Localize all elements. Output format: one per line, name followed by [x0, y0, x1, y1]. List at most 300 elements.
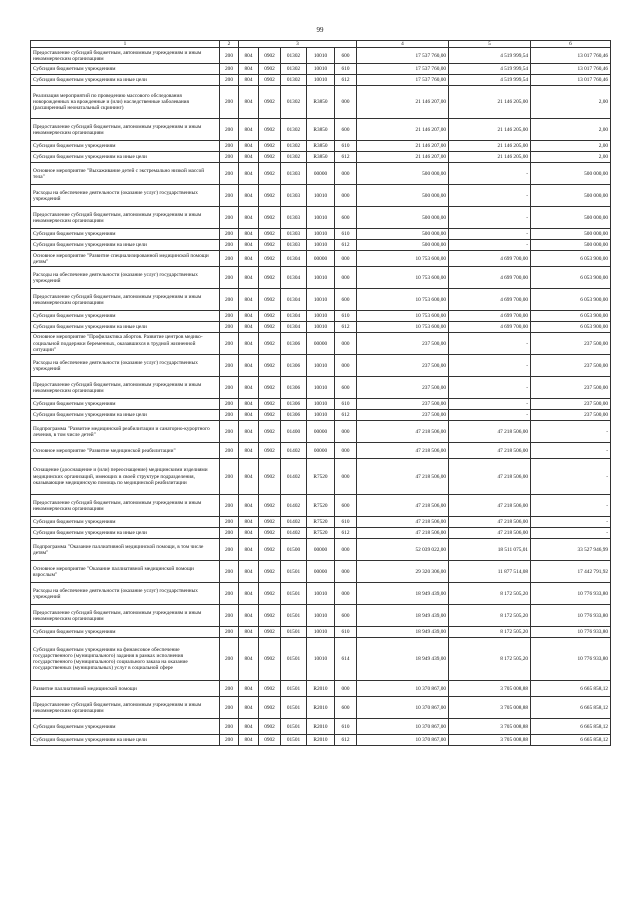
code-cell: 000: [335, 185, 357, 207]
amount-cell: 237 500,00: [531, 377, 611, 399]
code-cell: 01304: [281, 311, 307, 322]
code-cell: 01302: [281, 64, 307, 75]
table-row: [31, 75, 611, 86]
amount-cell: 47 218 506,00: [449, 443, 531, 459]
code-cell: 000: [335, 355, 357, 377]
code-cell: 0902: [259, 517, 281, 528]
code-cell: 0902: [259, 289, 281, 311]
amount-cell: 4 519 999,54: [449, 64, 531, 75]
code-cell: 200: [220, 355, 239, 377]
budget-table: [30, 40, 611, 746]
code-cell: 200: [220, 627, 239, 638]
table-row: [31, 163, 611, 185]
row-name-cell: Предоставление субсидий бюджетным, автономным учреждениям и иным некоммерческим организациям: [31, 495, 220, 517]
amount-cell: 3 705 008,88: [449, 697, 531, 719]
code-cell: 01304: [281, 322, 307, 333]
code-cell: 0902: [259, 207, 281, 229]
amount-cell: 500 000,00: [531, 185, 611, 207]
code-cell: 000: [335, 421, 357, 443]
code-cell: 804: [239, 399, 259, 410]
row-name-cell: Субсидии бюджетным учреждениям на иные цели: [31, 528, 220, 539]
table-row: [31, 421, 611, 443]
code-cell: 804: [239, 75, 259, 86]
code-cell: 01306: [281, 377, 307, 399]
code-cell: 01501: [281, 627, 307, 638]
amount-cell: 8 172 505,20: [449, 638, 531, 681]
amount-cell: 237 500,00: [357, 399, 449, 410]
code-cell: 610: [335, 517, 357, 528]
table-row: [31, 289, 611, 311]
table-row: [31, 152, 611, 163]
amount-cell: 237 500,00: [531, 355, 611, 377]
amount-cell: 47 218 506,00: [449, 528, 531, 539]
code-cell: 614: [335, 638, 357, 681]
row-name-cell: Основное мероприятие "Профилактика абортов. Развитие центров медико-социальной поддержки беременных, оказавшихся в трудной жизненной ситуации": [31, 333, 220, 355]
code-cell: 804: [239, 311, 259, 322]
code-cell: 200: [220, 185, 239, 207]
amount-cell: -: [449, 333, 531, 355]
code-cell: 612: [335, 75, 357, 86]
row-name-cell: Основное мероприятие "Оказание паллиативной медицинской помощи взрослым": [31, 561, 220, 583]
code-cell: 01303: [281, 240, 307, 251]
code-cell: 804: [239, 48, 259, 64]
table-row: [31, 377, 611, 399]
code-cell: 200: [220, 267, 239, 289]
amount-cell: 10 753 600,00: [357, 322, 449, 333]
code-cell: 01402: [281, 517, 307, 528]
code-cell: 000: [335, 459, 357, 495]
code-cell: 10010: [307, 583, 335, 605]
code-cell: 804: [239, 681, 259, 697]
code-cell: 000: [335, 583, 357, 605]
row-name-cell: Субсидии бюджетным учреждениям: [31, 64, 220, 75]
code-cell: 600: [335, 697, 357, 719]
code-cell: 200: [220, 605, 239, 627]
code-cell: 01500: [281, 539, 307, 561]
code-cell: 0902: [259, 399, 281, 410]
amount-cell: 237 500,00: [357, 377, 449, 399]
table-row: [31, 322, 611, 333]
code-cell: 0902: [259, 528, 281, 539]
code-cell: 0902: [259, 267, 281, 289]
amount-cell: 18 949 439,00: [357, 638, 449, 681]
code-cell: 000: [335, 267, 357, 289]
table-row: [31, 528, 611, 539]
code-cell: 0902: [259, 443, 281, 459]
amount-cell: 4 699 700,00: [449, 289, 531, 311]
table-row: [31, 333, 611, 355]
amount-cell: 47 218 506,00: [357, 443, 449, 459]
code-cell: 0902: [259, 583, 281, 605]
code-cell: 200: [220, 251, 239, 267]
row-name-cell: Субсидии бюджетным учреждениям на иные цели: [31, 322, 220, 333]
code-cell: 10010: [307, 399, 335, 410]
row-name-cell: Предоставление субсидий бюджетным, автономным учреждениям и иным некоммерческим организациям: [31, 207, 220, 229]
amount-cell: 47 218 506,00: [449, 421, 531, 443]
code-cell: 01501: [281, 735, 307, 746]
code-cell: 804: [239, 410, 259, 421]
amount-cell: 10 776 933,80: [531, 583, 611, 605]
code-cell: 200: [220, 583, 239, 605]
table-row: [31, 638, 611, 681]
amount-cell: 47 218 506,00: [357, 495, 449, 517]
code-cell: 10010: [307, 311, 335, 322]
code-cell: 01304: [281, 251, 307, 267]
code-cell: 10010: [307, 377, 335, 399]
amount-cell: 500 000,00: [531, 207, 611, 229]
amount-cell: 17 442 791,92: [531, 561, 611, 583]
amount-cell: 6 665 858,12: [531, 735, 611, 746]
amount-cell: 6 053 900,00: [531, 251, 611, 267]
table-row: [31, 399, 611, 410]
code-cell: 804: [239, 267, 259, 289]
code-cell: 610: [335, 229, 357, 240]
table-row: [31, 410, 611, 421]
code-cell: 804: [239, 152, 259, 163]
code-cell: 804: [239, 64, 259, 75]
code-cell: 10010: [307, 229, 335, 240]
table-row: [31, 119, 611, 141]
code-cell: 0902: [259, 240, 281, 251]
code-cell: 10010: [307, 322, 335, 333]
code-cell: 610: [335, 719, 357, 735]
code-cell: 0902: [259, 377, 281, 399]
code-cell: 200: [220, 207, 239, 229]
code-cell: R3850: [307, 152, 335, 163]
code-cell: 0902: [259, 163, 281, 185]
code-cell: 804: [239, 163, 259, 185]
header-cell: 6: [531, 41, 611, 48]
code-cell: 01306: [281, 399, 307, 410]
amount-cell: 47 218 506,00: [449, 495, 531, 517]
amount-cell: 237 500,00: [531, 410, 611, 421]
code-cell: 804: [239, 119, 259, 141]
table-row: [31, 605, 611, 627]
code-cell: 600: [335, 119, 357, 141]
code-cell: 0902: [259, 539, 281, 561]
amount-cell: 500 000,00: [531, 229, 611, 240]
code-cell: 804: [239, 377, 259, 399]
amount-cell: 13 017 760,46: [531, 75, 611, 86]
amount-cell: -: [449, 410, 531, 421]
code-cell: 612: [335, 240, 357, 251]
amount-cell: 237 500,00: [531, 333, 611, 355]
amount-cell: 2,00: [531, 119, 611, 141]
code-cell: 01501: [281, 561, 307, 583]
amount-cell: 8 172 505,20: [449, 583, 531, 605]
code-cell: 804: [239, 443, 259, 459]
code-cell: 804: [239, 517, 259, 528]
amount-cell: 237 500,00: [357, 333, 449, 355]
amount-cell: 21 146 207,00: [357, 86, 449, 119]
row-name-cell: Расходы на обеспечение деятельности (оказание услуг) государственных учреждений: [31, 355, 220, 377]
table-row: [31, 311, 611, 322]
row-name-cell: Подпрограмма "Оказание паллиативной медицинской помощи, в том числе детям": [31, 539, 220, 561]
amount-cell: 18 949 439,00: [357, 605, 449, 627]
code-cell: 0902: [259, 322, 281, 333]
code-cell: 200: [220, 229, 239, 240]
code-cell: 01501: [281, 638, 307, 681]
code-cell: R3850: [307, 119, 335, 141]
amount-cell: 237 500,00: [531, 399, 611, 410]
code-cell: 612: [335, 322, 357, 333]
amount-cell: 47 218 506,00: [357, 459, 449, 495]
header-cell: 3: [239, 41, 357, 48]
code-cell: 0902: [259, 627, 281, 638]
code-cell: 000: [335, 163, 357, 185]
code-cell: 000: [335, 86, 357, 119]
amount-cell: 47 218 506,00: [357, 528, 449, 539]
code-cell: 612: [335, 152, 357, 163]
amount-cell: 17 537 760,00: [357, 64, 449, 75]
code-cell: 01501: [281, 605, 307, 627]
code-cell: 804: [239, 627, 259, 638]
row-name-cell: Реализация мероприятий по проведению массового обследования новорожденных на врожденные и (или) наследственные заболевания (расширенный неонатальный скрининг): [31, 86, 220, 119]
header-row: [31, 41, 611, 48]
code-cell: 0902: [259, 141, 281, 152]
amount-cell: 4 699 700,00: [449, 311, 531, 322]
amount-cell: 10 753 600,00: [357, 289, 449, 311]
amount-cell: 10 776 933,80: [531, 627, 611, 638]
amount-cell: 4 699 700,00: [449, 322, 531, 333]
code-cell: 612: [335, 528, 357, 539]
row-name-cell: Предоставление субсидий бюджетным, автономным учреждениям и иным некоммерческим организациям: [31, 697, 220, 719]
table-row: [31, 735, 611, 746]
table-row: [31, 495, 611, 517]
amount-cell: 10 776 933,80: [531, 605, 611, 627]
amount-cell: 29 320 306,00: [357, 561, 449, 583]
code-cell: 10010: [307, 267, 335, 289]
code-cell: 0902: [259, 185, 281, 207]
code-cell: 804: [239, 638, 259, 681]
code-cell: 200: [220, 289, 239, 311]
row-name-cell: Расходы на обеспечение деятельности (оказание услуг) государственных учреждений: [31, 267, 220, 289]
code-cell: 0902: [259, 86, 281, 119]
amount-cell: 10 753 600,00: [357, 311, 449, 322]
code-cell: 10010: [307, 638, 335, 681]
code-cell: 600: [335, 289, 357, 311]
row-name-cell: Подпрограмма "Развитие медицинской реабилитации и санаторно-курортного лечения, в том числе детей": [31, 421, 220, 443]
amount-cell: 21 146 205,00: [449, 152, 531, 163]
code-cell: R3850: [307, 86, 335, 119]
code-cell: 01306: [281, 410, 307, 421]
amount-cell: -: [449, 207, 531, 229]
amount-cell: 6 665 858,12: [531, 697, 611, 719]
code-cell: 804: [239, 289, 259, 311]
code-cell: 01306: [281, 355, 307, 377]
code-cell: 0902: [259, 64, 281, 75]
amount-cell: 17 537 760,00: [357, 75, 449, 86]
code-cell: 610: [335, 311, 357, 322]
code-cell: 0902: [259, 355, 281, 377]
code-cell: 0902: [259, 311, 281, 322]
code-cell: R2010: [307, 697, 335, 719]
amount-cell: -: [531, 443, 611, 459]
code-cell: 200: [220, 377, 239, 399]
amount-cell: 47 218 506,00: [449, 459, 531, 495]
code-cell: 804: [239, 719, 259, 735]
amount-cell: 4 519 999,54: [449, 75, 531, 86]
table-row: [31, 583, 611, 605]
code-cell: 01306: [281, 333, 307, 355]
code-cell: R2010: [307, 735, 335, 746]
amount-cell: 500 000,00: [357, 240, 449, 251]
row-name-cell: Предоставление субсидий бюджетным, автономным учреждениям и иным некоммерческим организациям: [31, 48, 220, 64]
amount-cell: 10 776 933,80: [531, 638, 611, 681]
code-cell: 804: [239, 421, 259, 443]
row-name-cell: Субсидии бюджетным учреждениям: [31, 719, 220, 735]
code-cell: 200: [220, 48, 239, 64]
code-cell: 000: [335, 333, 357, 355]
code-cell: 0902: [259, 229, 281, 240]
header-cell: 4: [357, 41, 449, 48]
code-cell: 804: [239, 333, 259, 355]
code-cell: 200: [220, 75, 239, 86]
table-row: [31, 64, 611, 75]
code-cell: 200: [220, 163, 239, 185]
amount-cell: 4 699 700,00: [449, 251, 531, 267]
code-cell: 600: [335, 377, 357, 399]
amount-cell: 6 053 900,00: [531, 267, 611, 289]
code-cell: 01303: [281, 185, 307, 207]
amount-cell: -: [531, 421, 611, 443]
amount-cell: -: [449, 355, 531, 377]
code-cell: 00000: [307, 333, 335, 355]
table-row: [31, 185, 611, 207]
code-cell: 10010: [307, 605, 335, 627]
amount-cell: 8 172 505,20: [449, 627, 531, 638]
amount-cell: -: [531, 495, 611, 517]
amount-cell: -: [531, 459, 611, 495]
amount-cell: 2,00: [531, 141, 611, 152]
code-cell: 10010: [307, 240, 335, 251]
amount-cell: 47 218 506,00: [357, 421, 449, 443]
row-name-cell: Субсидии бюджетным учреждениям на иные цели: [31, 75, 220, 86]
code-cell: 200: [220, 421, 239, 443]
amount-cell: -: [449, 185, 531, 207]
code-cell: 200: [220, 410, 239, 421]
code-cell: 00000: [307, 163, 335, 185]
code-cell: 804: [239, 528, 259, 539]
amount-cell: -: [449, 163, 531, 185]
amount-cell: 500 000,00: [531, 163, 611, 185]
code-cell: 000: [335, 251, 357, 267]
code-cell: 600: [335, 495, 357, 517]
amount-cell: 6 053 900,00: [531, 289, 611, 311]
row-name-cell: Предоставление субсидий бюджетным, автономным учреждениям и иным некоммерческим организациям: [31, 605, 220, 627]
code-cell: 804: [239, 229, 259, 240]
code-cell: 00000: [307, 443, 335, 459]
amount-cell: 10 753 600,00: [357, 267, 449, 289]
code-cell: 01302: [281, 141, 307, 152]
table-row: [31, 719, 611, 735]
code-cell: 01302: [281, 75, 307, 86]
amount-cell: 500 000,00: [357, 185, 449, 207]
row-name-cell: Субсидии бюджетным учреждениям: [31, 399, 220, 410]
row-name-cell: Расходы на обеспечение деятельности (оказание услуг) государственных учреждений: [31, 583, 220, 605]
table-row: [31, 561, 611, 583]
code-cell: 0902: [259, 333, 281, 355]
header-cell: 5: [449, 41, 531, 48]
code-cell: 0902: [259, 697, 281, 719]
code-cell: 804: [239, 355, 259, 377]
code-cell: 200: [220, 64, 239, 75]
table-row: [31, 240, 611, 251]
code-cell: 200: [220, 638, 239, 681]
row-name-cell: Субсидии бюджетным учреждениям: [31, 311, 220, 322]
amount-cell: 8 172 505,20: [449, 605, 531, 627]
amount-cell: -: [531, 528, 611, 539]
table-row: [31, 517, 611, 528]
amount-cell: 21 146 207,00: [357, 119, 449, 141]
row-name-cell: Предоставление субсидий бюджетным, автономным учреждениям и иным некоммерческим организациям: [31, 289, 220, 311]
code-cell: 000: [335, 443, 357, 459]
amount-cell: 6 665 858,12: [531, 681, 611, 697]
table-row: [31, 48, 611, 64]
code-cell: 01501: [281, 697, 307, 719]
code-cell: 01302: [281, 152, 307, 163]
amount-cell: 18 949 439,00: [357, 627, 449, 638]
row-name-cell: Субсидии бюджетным учреждениям на иные цели: [31, 735, 220, 746]
code-cell: 0902: [259, 719, 281, 735]
row-name-cell: Субсидии бюджетным учреждениям: [31, 627, 220, 638]
amount-cell: 2,00: [531, 152, 611, 163]
row-name-cell: Основное мероприятие "Развитие специализированной медицинской помощи детям": [31, 251, 220, 267]
amount-cell: 17 537 760,00: [357, 48, 449, 64]
code-cell: 200: [220, 561, 239, 583]
code-cell: 612: [335, 735, 357, 746]
code-cell: 600: [335, 207, 357, 229]
code-cell: 0902: [259, 119, 281, 141]
code-cell: R7520: [307, 459, 335, 495]
code-cell: 00000: [307, 539, 335, 561]
code-cell: R7520: [307, 528, 335, 539]
amount-cell: 47 218 506,00: [449, 517, 531, 528]
amount-cell: 33 527 946,99: [531, 539, 611, 561]
code-cell: 200: [220, 443, 239, 459]
code-cell: 10010: [307, 207, 335, 229]
code-cell: 0902: [259, 605, 281, 627]
table-row: [31, 697, 611, 719]
amount-cell: 237 500,00: [357, 410, 449, 421]
code-cell: 200: [220, 735, 239, 746]
code-cell: 01302: [281, 119, 307, 141]
table-row: [31, 681, 611, 697]
amount-cell: 10 370 867,00: [357, 681, 449, 697]
amount-cell: 4 519 999,54: [449, 48, 531, 64]
code-cell: 0902: [259, 251, 281, 267]
code-cell: 200: [220, 322, 239, 333]
code-cell: 200: [220, 399, 239, 410]
code-cell: R2010: [307, 719, 335, 735]
code-cell: 0902: [259, 681, 281, 697]
amount-cell: 13 017 760,46: [531, 48, 611, 64]
code-cell: 0902: [259, 152, 281, 163]
code-cell: 10010: [307, 64, 335, 75]
code-cell: 01501: [281, 583, 307, 605]
amount-cell: 18 949 439,00: [357, 583, 449, 605]
code-cell: 804: [239, 539, 259, 561]
table-row: [31, 539, 611, 561]
code-cell: 200: [220, 152, 239, 163]
code-cell: 200: [220, 681, 239, 697]
code-cell: 610: [335, 399, 357, 410]
row-name-cell: Субсидии бюджетным учреждениям: [31, 141, 220, 152]
amount-cell: 10 753 600,00: [357, 251, 449, 267]
table-row: [31, 229, 611, 240]
code-cell: 01302: [281, 48, 307, 64]
code-cell: 01302: [281, 86, 307, 119]
